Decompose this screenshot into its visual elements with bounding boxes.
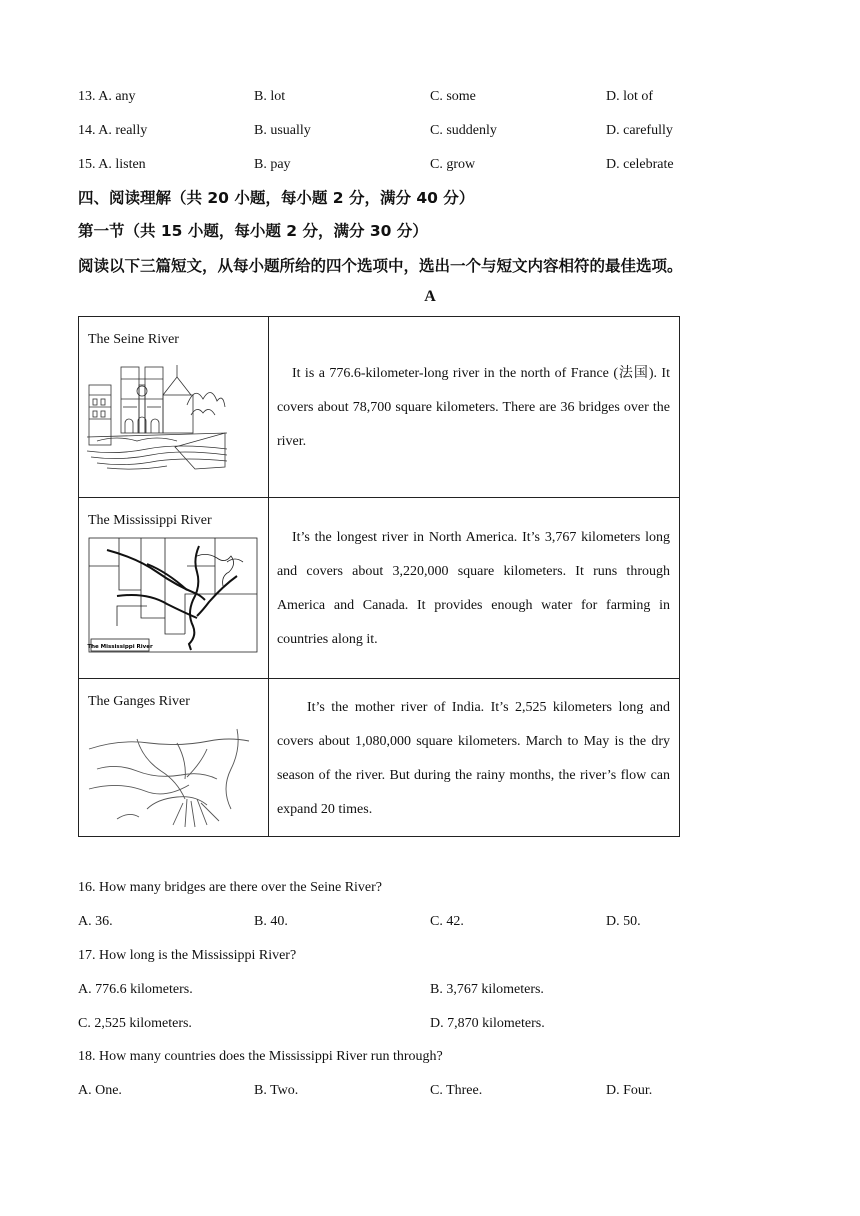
option-d: D. 50.	[606, 914, 641, 929]
instruction: 阅读以下三篇短文，从每小题所给的四个选项中，选出一个与短文内容相符的最佳选项。	[78, 257, 683, 275]
seine-cell	[79, 317, 269, 498]
option-c: C. Three.	[430, 1083, 483, 1098]
subsection-title: 第一节（共 15 小题，每小题 2 分，满分 30 分）	[78, 222, 428, 240]
table-row	[79, 498, 680, 679]
option-a: 14. A. really	[78, 123, 148, 138]
option-d: D. carefully	[606, 123, 673, 138]
option-c: C. suddenly	[430, 123, 497, 138]
option-d: D. lot of	[606, 89, 654, 104]
mississippi-map-image	[87, 536, 259, 654]
river-description: It’s the mother river of India. It’s 2,525 kilometers long and covers about 1,080,000 square kilometers. March to May is the dry season of the river. But during the rainy months, the river’s flow can expand 20 times.	[276, 700, 670, 817]
ganges-cell	[79, 679, 269, 837]
mississippi-description-cell	[268, 498, 679, 679]
option-b: B. lot	[254, 89, 286, 104]
question-13-options	[78, 85, 778, 109]
option-c: C. grow	[430, 157, 476, 172]
notre-dame-sketch-image	[87, 355, 227, 471]
question-16-options	[78, 910, 778, 934]
ganges-description-cell	[268, 679, 679, 837]
question-18-options	[78, 1079, 778, 1103]
seine-description-cell	[268, 317, 679, 498]
table-row	[79, 679, 680, 837]
map-caption: The Mississippi River	[87, 644, 153, 650]
river-name: The Mississippi River	[88, 513, 212, 528]
question-18: 18. How many countries does the Mississippi River run through?	[78, 1049, 443, 1064]
option-b: B. 40.	[254, 914, 288, 929]
option-b: B. pay	[254, 157, 291, 172]
ganges-map-image	[87, 719, 259, 831]
option-a: 13. A. any	[78, 89, 136, 104]
table-row	[79, 317, 680, 498]
option-a: A. 36.	[78, 914, 113, 929]
question-17-options-row-2	[78, 1012, 778, 1036]
option-b: B. Two.	[254, 1083, 299, 1098]
option-a: A. One.	[78, 1083, 122, 1098]
passage-label: A	[424, 288, 436, 305]
option-d: D. celebrate	[606, 157, 674, 172]
option-a: 15. A. listen	[78, 157, 146, 172]
option-d: D. Four.	[606, 1083, 653, 1098]
option-b: B. 3,767 kilometers.	[430, 982, 544, 997]
rivers-table	[78, 316, 680, 837]
option-c: C. 2,525 kilometers.	[78, 1016, 192, 1031]
question-15-options	[78, 153, 778, 177]
river-name: The Seine River	[88, 332, 179, 347]
option-d: D. 7,870 kilometers.	[430, 1016, 545, 1031]
mississippi-cell	[79, 498, 269, 679]
question-17: 17. How long is the Mississippi River?	[78, 948, 297, 963]
option-c: C. some	[430, 89, 476, 104]
river-name: The Ganges River	[88, 694, 190, 709]
option-a: A. 776.6 kilometers.	[78, 982, 193, 997]
option-c: C. 42.	[430, 914, 464, 929]
option-b: B. usually	[254, 123, 311, 138]
question-16: 16. How many bridges are there over the Seine River?	[78, 880, 383, 895]
question-17-options-row-1	[78, 978, 778, 1002]
river-description: It is a 776.6-kilometer-long river in the north of France (法国). It covers about 78,700 square kilometers. There are 36 bridges over the river.	[276, 366, 670, 449]
question-14-options	[78, 119, 778, 143]
river-description: It’s the longest river in North America. It’s 3,767 kilometers long and covers about 3,220,000 square kilometers. It runs through America and Canada. It provides enough water for farming in countries along it.	[276, 530, 670, 647]
section-title: 四、阅读理解（共 20 小题，每小题 2 分，满分 40 分）	[78, 189, 475, 207]
